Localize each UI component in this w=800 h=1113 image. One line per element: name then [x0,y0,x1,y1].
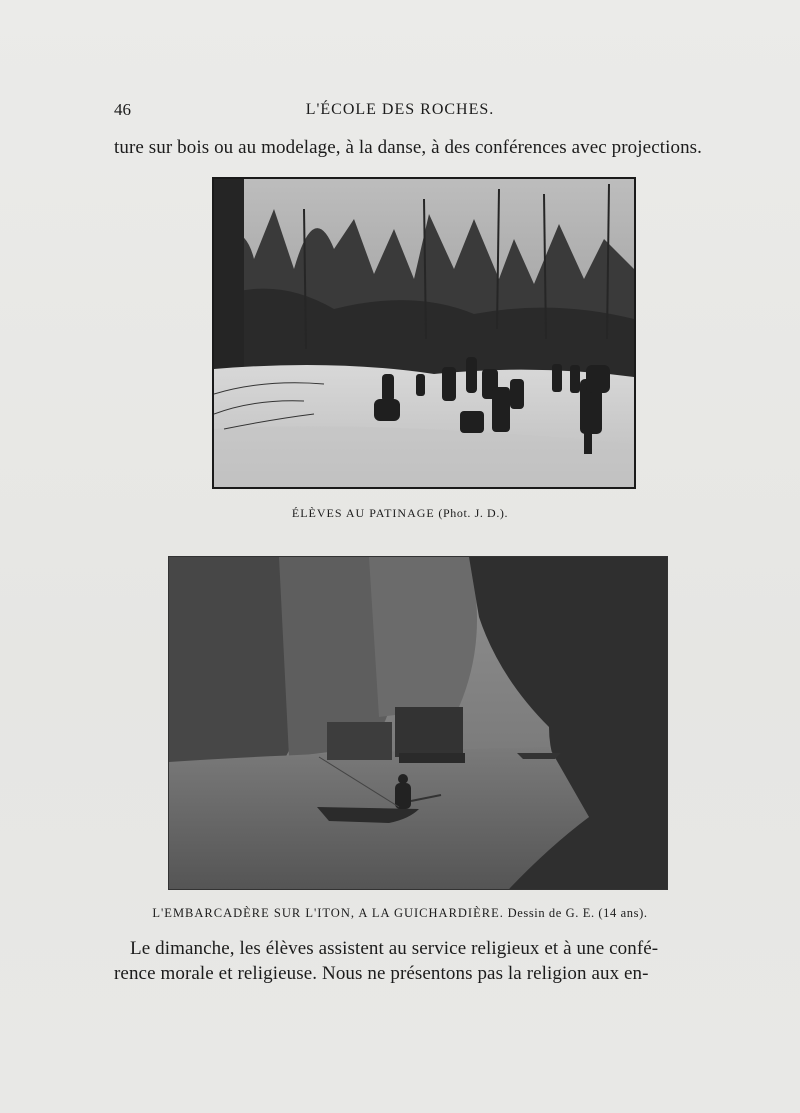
caption-figure-2-credit: Dessin de G. E. (14 ans). [507,906,648,920]
photo-skating [212,177,636,489]
drawing-boat-landing [168,556,668,890]
caption-figure-2 [0,906,800,921]
caption-figure-1 [0,506,800,521]
page-number: 46 [114,100,131,119]
body-text-paragraph-line-2: rence morale et religieuse. Nous ne présentons pas la religion aux en- [114,963,649,984]
bleed-through-text [208,484,628,498]
running-title: L'ÉCOLE DES ROCHES. [305,101,495,118]
body-text-line-top: ture sur bois ou au modelage, à la danse, à des conférences avec projections. [114,137,703,158]
caption-figure-2-title: L'EMBARCADÈRE SUR L'ITON, A LA GUICHARDIÈRE. [152,906,504,920]
body-text-paragraph-line-1: Le dimanche, les élèves assistent au service religieux et à une confé- [130,938,659,959]
caption-figure-1-credit: (Phot. J. D.). [438,506,509,520]
caption-figure-1-title: ÉLÈVES AU PATINAGE [291,506,435,520]
